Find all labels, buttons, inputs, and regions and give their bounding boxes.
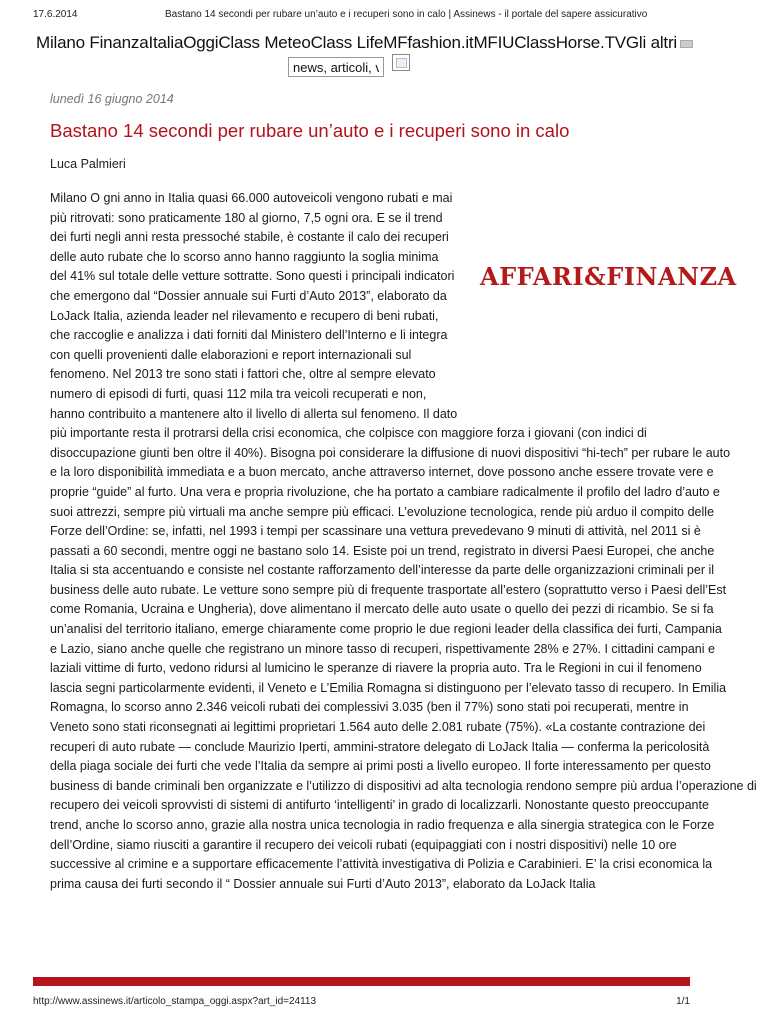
article-headline: Bastano 14 secondi per rubare un’auto e i recuperi sono in calo bbox=[50, 120, 570, 141]
article-line: come Romania, Ucraina e Ungheria), dove alimentano il mercato delle auto usate o quello dei pezzi di ricambio. Se si fa bbox=[50, 602, 714, 617]
article-line: Milano O gni anno in Italia quasi 66.000 autoveicoli vengono rubati e mai bbox=[50, 191, 453, 205]
article-author: Luca Palmieri bbox=[50, 157, 126, 171]
nav-item-milano-finanza[interactable]: Milano Finanza bbox=[36, 33, 149, 52]
article-line: disoccupazione giunti ben oltre il 40%). Bisogna poi considerare la diffusione di nuovi dispositivi “hi-tech” per rubare le auto bbox=[50, 445, 731, 460]
article-line: recupero dei veicoli sprovvisti di sistemi di antifurto ‘intelligenti’ in grado di localizzarli. Nonostante questo preoccupante bbox=[50, 798, 709, 813]
article-line: fenomeno. Nel 2013 tre sono stati i fattori che, oltre al sempre elevato bbox=[50, 367, 436, 382]
article-line: passati a 60 secondi, mentre oggi ne bastano solo 14. Esiste poi un trend, registrato in diversi Paesi Europei, che anche bbox=[50, 543, 715, 558]
article-line: prima causa dei furti secondo il “ Dossier annuale sui Furti d’Auto 2013”, elaborato da LoJack Italia bbox=[50, 876, 596, 891]
article-line: delle auto rubate che lo scorso anno hanno raggiunto la soglia minima bbox=[50, 249, 439, 264]
nav-item-italiaoggi[interactable]: ItaliaOggi bbox=[148, 33, 219, 52]
print-date: 17.6.2014 bbox=[33, 9, 78, 20]
nav-item-class-life[interactable]: Class Life bbox=[310, 33, 384, 52]
article-line: suoi attrezzi, sempre più virtuali ma anche sempre più efficaci. L’evoluzione tecnologica, rende più arduo il compito delle bbox=[50, 504, 715, 519]
article-line: più ritrovati: sono praticamente 180 al giorno, 7,5 ogni ora. E se il trend bbox=[50, 210, 443, 225]
logo-text: AFFARI&FINANZA bbox=[480, 262, 737, 291]
article-line: che raccoglie e analizza i dati forniti dal Ministero dell’Interno e li integra bbox=[50, 328, 448, 343]
article-line: lascia segni particolarmente evidenti, il Veneto e L’Emilia Romagna si distinguono per l’elevato tasso di recupero. In Emilia bbox=[50, 680, 727, 695]
article-line: che emergono dal “Dossier annuale sui Furti d’Auto 2013”, elaborato da bbox=[50, 288, 447, 303]
nav-item-mfiu[interactable]: MFIU bbox=[473, 33, 515, 52]
article-line: recuperi di auto rubate — conclude Maurizio Iperti, ammini-stratore delegato di LoJack Italia — conferma la pericolosità bbox=[50, 739, 710, 754]
article-line: business di bande criminali ben organizzate e l’utilizzo di dispositivi ad alta tecnologia rendono sempre più ardua l’operazione di bbox=[50, 778, 757, 793]
article-line: e Lazio, siano anche quelle che registrano un minore tasso di recuperi, rispettivamente 28% e 27%. I cittadini campani e bbox=[50, 641, 715, 656]
article-line: numero di episodi di furti, quasi 112 mila tra veicoli recuperati e non, bbox=[50, 386, 427, 401]
article-line: Romagna, lo scorso anno 2.346 veicoli rubati dei complessivi 3.035 (ben il 77%) sono stati poi recuperati, mentre in bbox=[50, 700, 689, 715]
search-button[interactable] bbox=[392, 54, 410, 71]
footer-url: http://www.assinews.it/articolo_stampa_oggi.aspx?art_id=24113 bbox=[33, 996, 317, 1007]
nav-item-gli-altri[interactable]: Gli altri bbox=[625, 33, 677, 52]
article-date: lunedì 16 giugno 2014 bbox=[50, 92, 174, 106]
page-number: 1/1 bbox=[676, 996, 690, 1007]
article-line: dei furti negli anni resta pressoché stabile, è costante il calo dei recuperi bbox=[50, 230, 449, 245]
article-line: Italia si sta accentuando e consiste nel costante rafforzamento dell’interesse da parte delle organizzazioni criminali per il bbox=[50, 563, 715, 578]
article-line: con quelli provenienti dalle elaborazioni e report internazionali sul bbox=[50, 347, 412, 362]
article-line: trend, anche lo scorso anno, grazie alla nostra unica tecnologia in radio frequenza e alla sinergia strategica con le Forze bbox=[50, 818, 715, 832]
article-line: Veneto sono stati riconsegnati ai legittimi proprietari 1.564 auto delle 2.081 rubate (75%). «La costante contrazione dei bbox=[50, 720, 706, 735]
article-line: successive al crimine e a supportare efficacemente l’attività investigativa di Polizia e Carabinieri. E’ la crisi economica la bbox=[50, 857, 713, 872]
article-line: e la loro disponibilità immediata e a buon mercato, anche attraverso internet, dove possono anche essere trovate vere e bbox=[50, 465, 714, 480]
article-line: LoJack Italia, azienda leader nel rilevamento e recupero di beni rubati, bbox=[50, 308, 439, 323]
article-line: laziali vittime di furto, vedono ridursi al lumicino le speranze di riavere la propria auto. Tra le Regioni in cui il fenomeno bbox=[50, 661, 702, 676]
article-line: proprie “guide” al furto. Una vera e propria rivoluzione, che ha portato a cambiare radicalmente il profilo del ladro d’auto e bbox=[50, 484, 720, 499]
article-line: dell’Ordine, siamo riusciti a garantire il recupero dei veicoli rubati (equipaggiati con i nostri dispositivi) nelle 10 ore bbox=[50, 837, 677, 852]
article-line: un’analisi del territorio italiano, emerge chiaramente come proprio le due regioni leader della classifica dei furti, Campania bbox=[50, 622, 722, 637]
footer-bar bbox=[33, 977, 690, 986]
article-line: Forze dell’Ordine: se, infatti, nel 1993 i tempi per scassinare una vettura prevedevano 9 minuti di attività, nel 2011 si è bbox=[50, 524, 701, 539]
article-line: della piaga sociale dei furti che vede l’Italia da sempre ai primi posti a livello europeo. Il forte interessamento per questo bbox=[50, 759, 711, 774]
dropdown-caret-icon[interactable] bbox=[680, 40, 693, 48]
article-line: più importante resta il protrarsi della crisi economica, che colpisce con maggiore forza i giovani (con indici di bbox=[50, 426, 647, 441]
article-line: del 41% sul totale delle vetture sottratte. Sono questi i principali indicatori bbox=[50, 269, 455, 284]
article-line: business delle auto rubate. Le vetture sono sempre più di frequente trasportate all’estero (soprattutto verso i Paesi dell’Est bbox=[50, 582, 727, 597]
article-line: hanno contribuito a mantenere alto il livello di allerta sul fenomeno. Il dato bbox=[50, 406, 458, 421]
site-nav bbox=[36, 33, 693, 53]
search-input[interactable] bbox=[288, 57, 384, 77]
nav-item-classhorse-tv[interactable]: ClassHorse.TV bbox=[514, 33, 626, 52]
broken-image-icon bbox=[396, 58, 407, 68]
article-body bbox=[50, 189, 757, 894]
nav-item-mffashion[interactable]: MFfashion.it bbox=[383, 33, 474, 52]
print-page-title: Bastano 14 secondi per rubare un’auto e i recuperi sono in calo | Assinews - il portale del sapere assicurativo bbox=[165, 9, 648, 20]
nav-item-class-meteo[interactable]: Class Meteo bbox=[218, 33, 311, 52]
